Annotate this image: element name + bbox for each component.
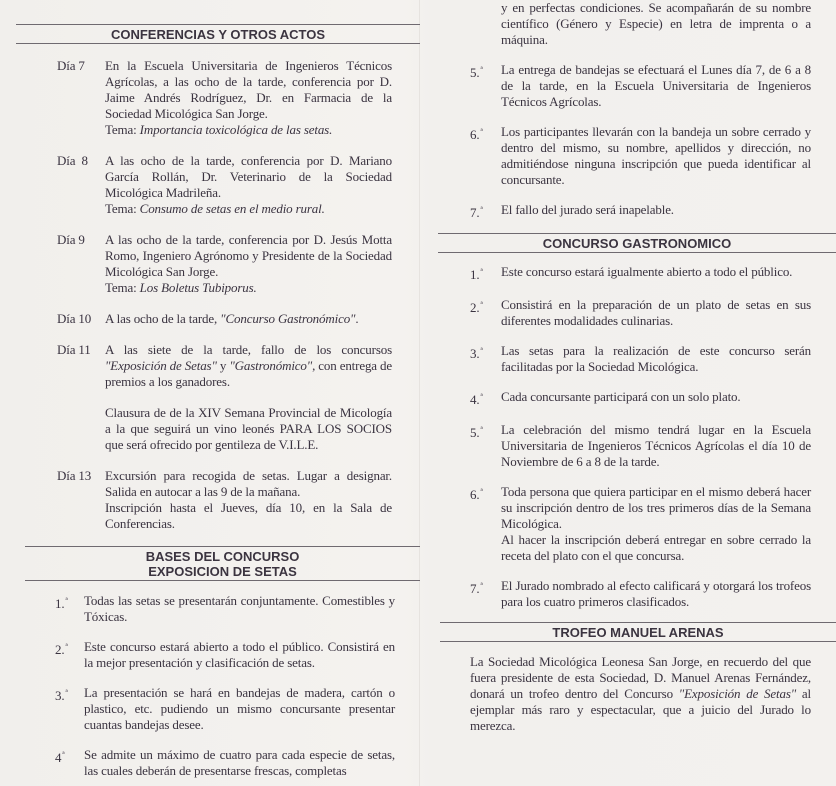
section-title-conferencias: CONFERENCIAS Y OTROS ACTOS — [16, 24, 420, 44]
event-description: Excursión para recogida de setas. Lugar a designar. Salida en autocar a las 9 de la mañana. — [105, 468, 392, 499]
item-text: El Jurado nombrado al efecto calificará y otorgará los trofeos para los cuatro primeros clasificados. — [501, 578, 811, 609]
section-title-bases — [25, 546, 420, 581]
section-title-line: BASES DEL CONCURSO — [145, 549, 300, 564]
item-number: 3.$^ª$ — [470, 346, 483, 361]
event-entry — [57, 311, 392, 327]
rule-item — [470, 578, 811, 610]
rule-item — [55, 685, 395, 733]
topic-label: Tema: — [105, 122, 137, 137]
right-column — [420, 0, 836, 734]
event-topic — [105, 122, 392, 138]
rule-item — [470, 297, 811, 329]
topic-title: Consumo de setas en el medio rural. — [139, 201, 325, 216]
item-text: Las setas para la realización de este concurso serán facilitadas por la Sociedad Micológica. — [501, 343, 811, 374]
item-text: Se admite un máximo de cuatro para cada especie de setas, las cuales deberán de presentarse frescas, completas — [84, 747, 395, 778]
item-number: 3.$^ª$ — [55, 688, 68, 703]
event-description: A las siete de la tarde, fallo de los concursos "Exposición de Setas" y "Gastronómico", con entrega de premios a los ganadores. — [105, 342, 392, 389]
bases-list — [55, 593, 395, 779]
item-number: 7.$^ª$ — [470, 205, 483, 220]
event-entry — [57, 232, 392, 296]
event-entry — [57, 468, 392, 532]
item-note: Al hacer la inscripción deberá entregar en sobre cerrado la receta del plato con el que concursa. — [501, 532, 811, 563]
item-text: Toda persona que quiera participar en el mismo deberá hacer su inscripción dentro de los tres primeros días de la Semana Micológica. — [501, 484, 811, 531]
item-number: 1.$^ª$ — [470, 267, 483, 282]
item-text: Los participantes llevarán con la bandeja un sobre cerrado y dentro del mismo, su nombre, apellidos y dirección, no admitiéndose ninguna inscripción que pueda identificar al concursante. — [501, 124, 811, 187]
item-number: $4^ª$ — [55, 750, 65, 765]
event-entry — [57, 342, 392, 453]
topic-label: Tema: — [105, 201, 137, 216]
item-number: 1.$^ª$ — [55, 596, 68, 611]
rule-item — [470, 389, 811, 408]
gastronomico-list — [470, 264, 811, 610]
item-number: 5.$^ª$ — [470, 425, 483, 440]
item-number: 2.$^ª$ — [470, 300, 483, 315]
event-day: Día 9 — [57, 232, 85, 247]
section-title-gastronomico: CONCURSO GASTRONOMICO — [438, 233, 836, 253]
rule-item — [470, 62, 811, 110]
event-description: A las ocho de la tarde, "Concurso Gastronómico". — [105, 311, 359, 326]
event-day: Día 8 — [57, 153, 88, 168]
event-day: Día 13 — [57, 468, 92, 483]
item-text: Este concurso estará igualmente abierto a todo el público. — [501, 264, 793, 279]
event-topic — [105, 280, 392, 296]
event-day: Día 10 — [57, 311, 92, 326]
topic-title: Importancia toxicológica de las setas. — [139, 122, 333, 137]
item-number: 4.$^ª$ — [470, 392, 483, 407]
rule-item — [55, 593, 395, 625]
topic-title: Los Boletus Tubiporus. — [139, 280, 257, 295]
event-entry — [57, 153, 392, 217]
event-registration-note: Inscripción hasta el Jueves, día 10, en la Sala de Conferencias. — [105, 500, 392, 531]
event-description: A las ocho de la tarde, conferencia por D. Mariano García Rollán, Dr. Veterinario de la Sociedad Micológica Madrileña. — [105, 153, 392, 200]
section-title-line: EXPOSICION DE SETAS — [148, 564, 297, 579]
event-day: Día 7 — [57, 58, 85, 73]
rule-item — [470, 264, 811, 283]
item-number: 5.$^ª$ — [470, 65, 483, 80]
rule-item — [55, 747, 395, 779]
item-text: La entrega de bandejas se efectuará el Lunes día 7, de 6 a 8 de la tarde, en la Escuela Universitaria de Ingenieros Técnicos Agrícolas. — [501, 62, 811, 109]
events-list — [57, 58, 392, 532]
rule-item — [470, 343, 811, 375]
event-description: A las ocho de la tarde, conferencia por D. Jesús Motta Romo, Ingeniero Agrónomo y Presidente de la Sociedad Micológica San Jorge. — [105, 232, 392, 279]
item-text: Todas las setas se presentarán conjuntamente. Comestibles y Tóxicas. — [84, 593, 395, 624]
rule-item — [470, 422, 811, 470]
item-text: La presentación se hará en bandejas de madera, cartón o plastico, etc. pudiendo un mismo concursante presentar cuantas bandejas desee. — [84, 685, 395, 732]
event-description: En la Escuela Universitaria de Ingenieros Técnicos Agrícolas, a las ocho de la tarde, conferencia por D. Jaime Andrés Rodríguez, Dr. en Farmacia de la Sociedad Micológica San Jorge. — [105, 58, 392, 121]
rule-item — [470, 202, 811, 221]
item-number: 6.$^ª$ — [470, 487, 483, 502]
item-number: 2.$^ª$ — [55, 642, 68, 657]
rule-item — [470, 124, 811, 188]
bases-list-continued — [470, 62, 811, 221]
item-number: 6.$^ª$ — [470, 127, 483, 142]
item-text: Consistirá en la preparación de un plato de setas en sus diferentes modalidades culinarias. — [501, 297, 811, 328]
trofeo-paragraph: La Sociedad Micológica Leonesa San Jorge, en recuerdo del que fuera presidente de esta Sociedad, D. Manuel Arenas Fernández, donará un trofeo dentro del Concurso "Exposición de Setas" al ejemplar más raro y espectacular, que a juicio del Jurado lo merezca. — [470, 654, 811, 733]
rule-item — [470, 484, 811, 564]
rule-item — [55, 639, 395, 671]
section-title-trofeo: TROFEO MANUEL ARENAS — [440, 622, 836, 642]
event-entry — [57, 58, 392, 138]
event-topic — [105, 201, 392, 217]
left-column — [0, 0, 420, 779]
item-number: 7.$^ª$ — [470, 581, 483, 596]
item-text: La celebración del mismo tendrá lugar en la Escuela Universitaria de Ingenieros Técnicos Agrícolas el día 10 de Noviembre de 6 a 8 de la tarde. — [501, 422, 811, 469]
event-closing-note: Clausura de de la XIV Semana Provincial de Micología a la que seguirá un vino leonés PARA LOS SOCIOS que será ofrecido por gentileza de V.I.L.E. — [105, 405, 392, 452]
item-text: Este concurso estará abierto a todo el público. Consistirá en la mejor presentación y clasificación de setas. — [84, 639, 395, 670]
item-text: El fallo del jurado será inapelable. — [501, 202, 674, 217]
item-text: Cada concursante participará con un solo plato. — [501, 389, 741, 404]
continuation-text: y en perfectas condiciones. Se acompañarán de su nombre científico (Género y Especie) en letra de imprenta o a máquina. — [501, 0, 811, 47]
topic-label: Tema: — [105, 280, 137, 295]
event-day: Día 11 — [57, 342, 91, 357]
